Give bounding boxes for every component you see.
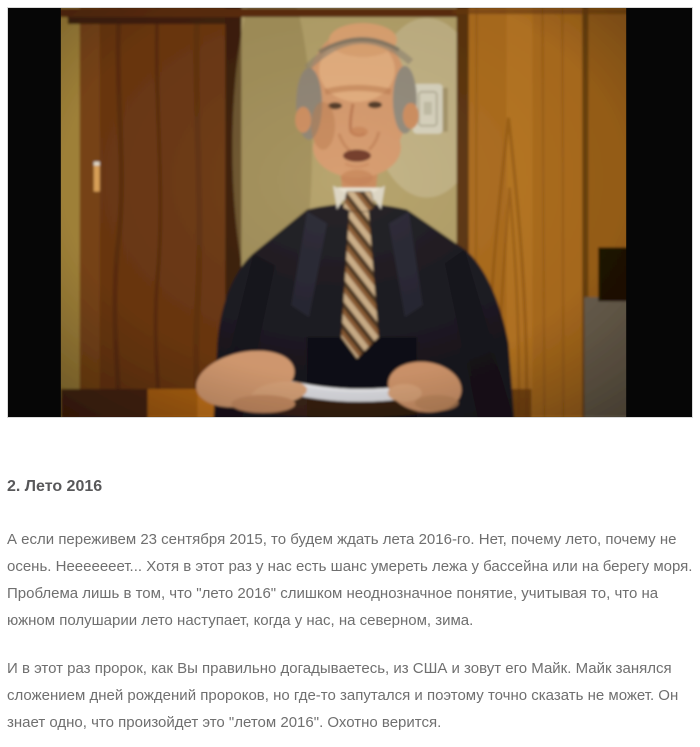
video-content (48, 8, 638, 417)
black-bar-right (626, 8, 692, 417)
video-still-image (7, 7, 693, 418)
video-still-graphic (8, 8, 692, 417)
paragraph-1: А если переживем 23 сентября 2015, то будем ждать лета 2016-го. Нет, почему лето, почему не осень. Нееееееет... Хотя в этот раз у нас есть шанс умереть лежа у бассейна или на берегу моря. Проблема лишь в том, что "лето 2016" слишком неоднозначное понятие, учитывая то, что на южном полушарии лето наступает, когда у нас, на северном, зима. (7, 531, 693, 629)
black-bar-left (8, 8, 61, 417)
vignette-overlay (54, 8, 632, 417)
paragraph-2: И в этот раз пророк, как Вы правильно догадываетесь, из США и зовут его Майк. Майк занялся сложением дней рождений пророков, но где-то запутался и поэтому точно сказать не может. Он знает одно, что произойдет это "летом 2016". Охотно верится. (7, 660, 679, 731)
article-body (7, 477, 693, 736)
section-heading: 2. Лето 2016 (7, 478, 103, 495)
